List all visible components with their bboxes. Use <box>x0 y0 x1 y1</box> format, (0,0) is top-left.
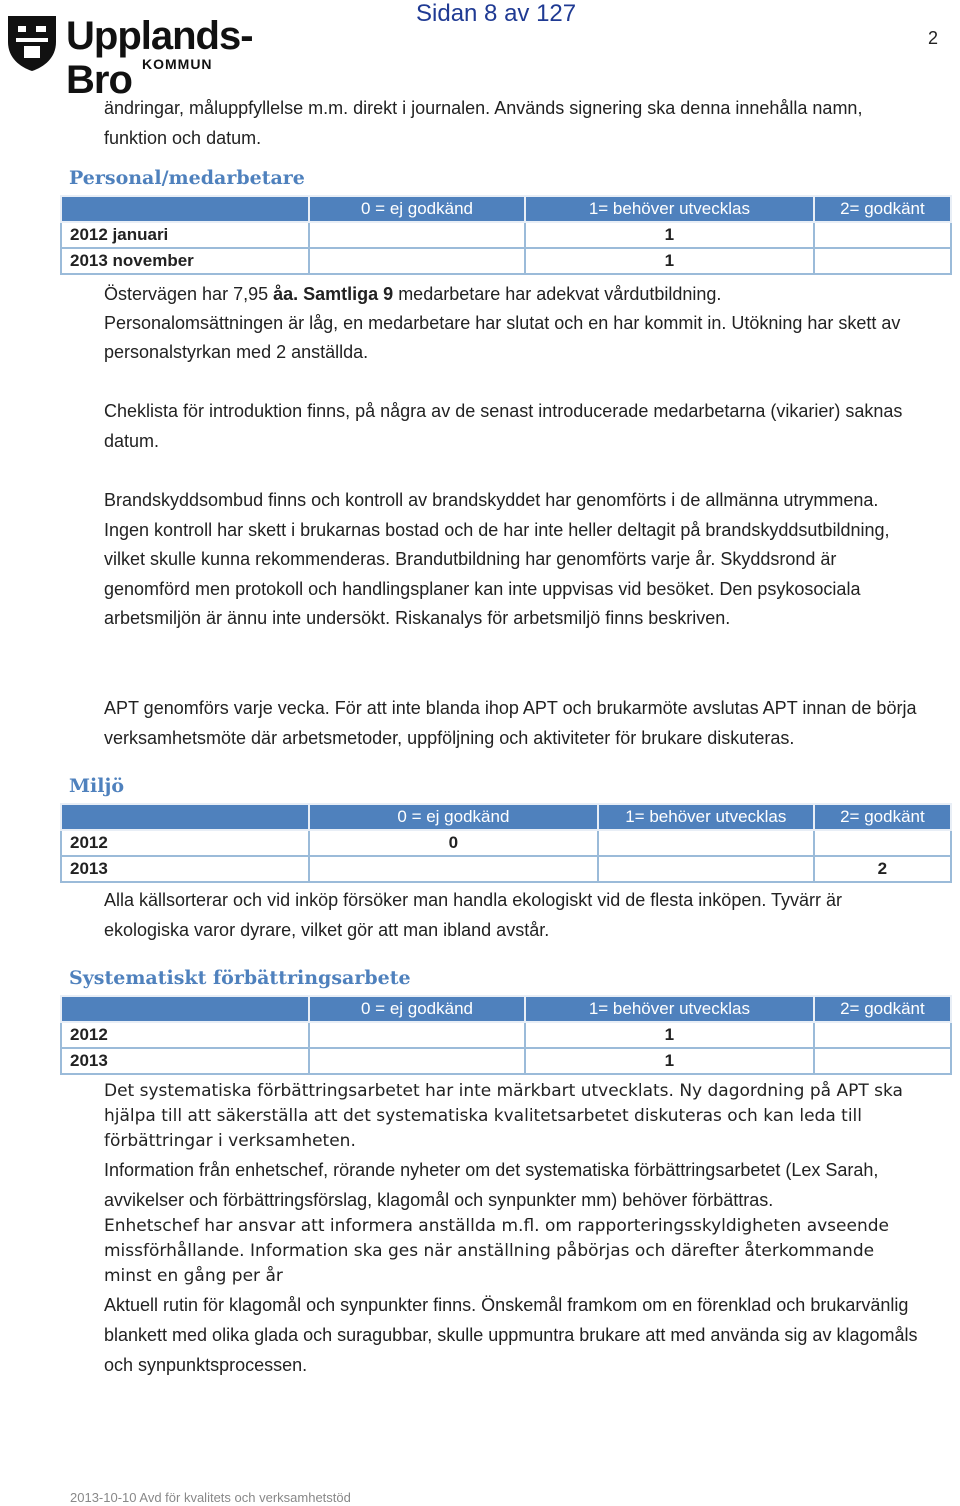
logo-wordmark: Upplands-Bro <box>66 14 253 102</box>
miljo-paragraph: Alla källsorterar och vid inköp försöker man handla ekologiskt vid de flesta inköpen. Tyvärr är ekologiska varor dyrare, vilket gör att man ibland avstår. <box>104 890 843 940</box>
text-run: Personalomsättningen är låg, en medarbetare har slutat och en har kommit in. Utökning har skett av personalstyrkan med 2 anställda. <box>104 313 901 362</box>
row-value-2 <box>814 248 951 274</box>
table-header-row <box>61 196 951 222</box>
header-scale-0: 0 = ej godkänd <box>309 196 525 222</box>
personal-paragraph-3: Brandskyddsombud finns och kontroll av brandskyddet har genomförts i de allmänna utrymmena. Ingen kontroll har skett i brukarnas bostad och de har inte heller deltagit på brandskyddsutbildning, vilket skulle kunna rekommenderas. Brandutbildning har genomförts varje år. Skyddsrond är genomförd men protokoll och handlingsplaner kan inte uppvisas vid besöket. Den psykosociala arbetsmiljön är ännu inte undersökt. Riskanalys för arbetsmiljö finns beskriven. <box>104 490 890 628</box>
row-value-2 <box>814 1022 951 1048</box>
row-value-0: 0 <box>309 830 598 856</box>
text-run-bold: Samtliga 9 <box>298 284 394 304</box>
text-run: medarbetare har adekvat vårdutbildning. <box>393 284 722 304</box>
row-value-1: 1 <box>525 222 814 248</box>
header-blank-cell <box>61 804 309 830</box>
systematiskt-paragraph-1: Det systematiska förbättringsarbetet har inte märkbart utvecklats. Ny dagordning på APT ska hjälpa till att säkerställa att det systematiska kvalitetsarbetet diskuteras och kan leda till förbättringar i verksamheten. <box>104 1081 903 1151</box>
row-label: 2012 januari <box>61 222 309 248</box>
table-row <box>61 1022 951 1048</box>
text-run-bold: åa. <box>273 284 299 304</box>
row-value-1 <box>598 830 814 856</box>
table-row <box>61 248 951 274</box>
intro-line-1: ändringar, måluppfyllelse m.m. direkt i journalen. Används signering ska denna innehålla namn, <box>104 98 863 118</box>
row-value-1 <box>598 856 814 882</box>
text-run: Östervägen har 7,95 <box>104 284 274 304</box>
row-value-2 <box>814 222 951 248</box>
header-scale-0: 0 = ej godkänd <box>309 996 525 1022</box>
personal-paragraph-2: Cheklista för introduktion finns, på några av de senast introducerade medarbetarna (vikarier) saknas datum. <box>104 401 903 451</box>
row-value-2: 2 <box>814 856 951 882</box>
row-value-1: 1 <box>525 1022 814 1048</box>
rating-table-personal <box>60 195 952 275</box>
header-scale-2: 2= godkänt <box>814 196 951 222</box>
municipality-logo <box>4 10 314 102</box>
row-label: 2013 november <box>61 248 309 274</box>
header-scale-1: 1= behöver utvecklas <box>525 196 814 222</box>
table-row <box>61 830 951 856</box>
row-label: 2012 <box>61 830 309 856</box>
table-header-row <box>61 996 951 1022</box>
table-row <box>61 222 951 248</box>
page-counter: Sidan 8 av 127 <box>416 0 577 27</box>
intro-paragraph <box>104 94 924 153</box>
row-value-0 <box>309 1022 525 1048</box>
row-label: 2013 <box>61 856 309 882</box>
page-number: 2 <box>928 28 939 48</box>
logo-subtitle: KOMMUN <box>142 56 213 72</box>
row-value-1: 1 <box>525 1048 814 1074</box>
header-scale-0: 0 = ej godkänd <box>309 804 598 830</box>
section-title-personal: Personal/medarbetare <box>69 167 305 189</box>
systematiskt-paragraph-2: Information från enhetschef, rörande nyheter om det systematiska förbättringsarbetet (Lex Sarah, avvikelser och förbättringsförslag, klagomål och synpunkter mm) behöver förbättras. <box>104 1160 879 1210</box>
header-blank-cell <box>61 196 309 222</box>
row-label: 2013 <box>61 1048 309 1074</box>
personal-paragraph-1 <box>104 280 924 367</box>
table-row <box>61 1048 951 1074</box>
header-scale-2: 2= godkänt <box>814 996 951 1022</box>
header-blank-cell <box>61 996 309 1022</box>
header-scale-2: 2= godkänt <box>814 804 951 830</box>
row-value-0 <box>309 1048 525 1074</box>
rating-table-miljo <box>60 803 952 883</box>
header-scale-1: 1= behöver utvecklas <box>598 804 814 830</box>
header-scale-1: 1= behöver utvecklas <box>525 996 814 1022</box>
row-value-0 <box>309 248 525 274</box>
page-footer: 2013-10-10 Avd för kvalitets och verksamhetstöd <box>70 1490 351 1505</box>
row-value-1: 1 <box>525 248 814 274</box>
intro-line-2: funktion och datum. <box>104 127 262 148</box>
row-value-0 <box>309 222 525 248</box>
systematiskt-paragraph-3: Enhetschef har ansvar att informera anställda m.fl. om rapporteringsskyldigheten avseende missförhållande. Information ska ges när anställning påbörjas och därefter återkommande minst en gång per år <box>104 1216 889 1286</box>
table-row <box>61 856 951 882</box>
row-value-2 <box>814 830 951 856</box>
table-header-row <box>61 804 951 830</box>
coat-of-arms-icon <box>4 12 60 72</box>
section-title-systematiskt: Systematiskt förbättringsarbete <box>69 967 411 989</box>
personal-paragraph-4: APT genomförs varje vecka. För att inte blanda ihop APT och brukarmöte avslutas APT innan de börja verksamhetsmöte där arbetsmetoder, uppföljning och aktiviteter för brukare diskuteras. <box>104 698 917 748</box>
row-value-2 <box>814 1048 951 1074</box>
row-label: 2012 <box>61 1022 309 1048</box>
row-value-0 <box>309 856 598 882</box>
systematiskt-paragraph-4: Aktuell rutin för klagomål och synpunkter finns. Önskemål framkom om en förenklad och brukarvänlig blankett med olika glada och suragubbar, skulle uppmuntra brukare att med använda sig av klagomåls och synpunktsprocessen. <box>104 1295 918 1375</box>
section-title-miljo: Miljö <box>69 775 125 797</box>
rating-table-systematiskt <box>60 995 952 1075</box>
